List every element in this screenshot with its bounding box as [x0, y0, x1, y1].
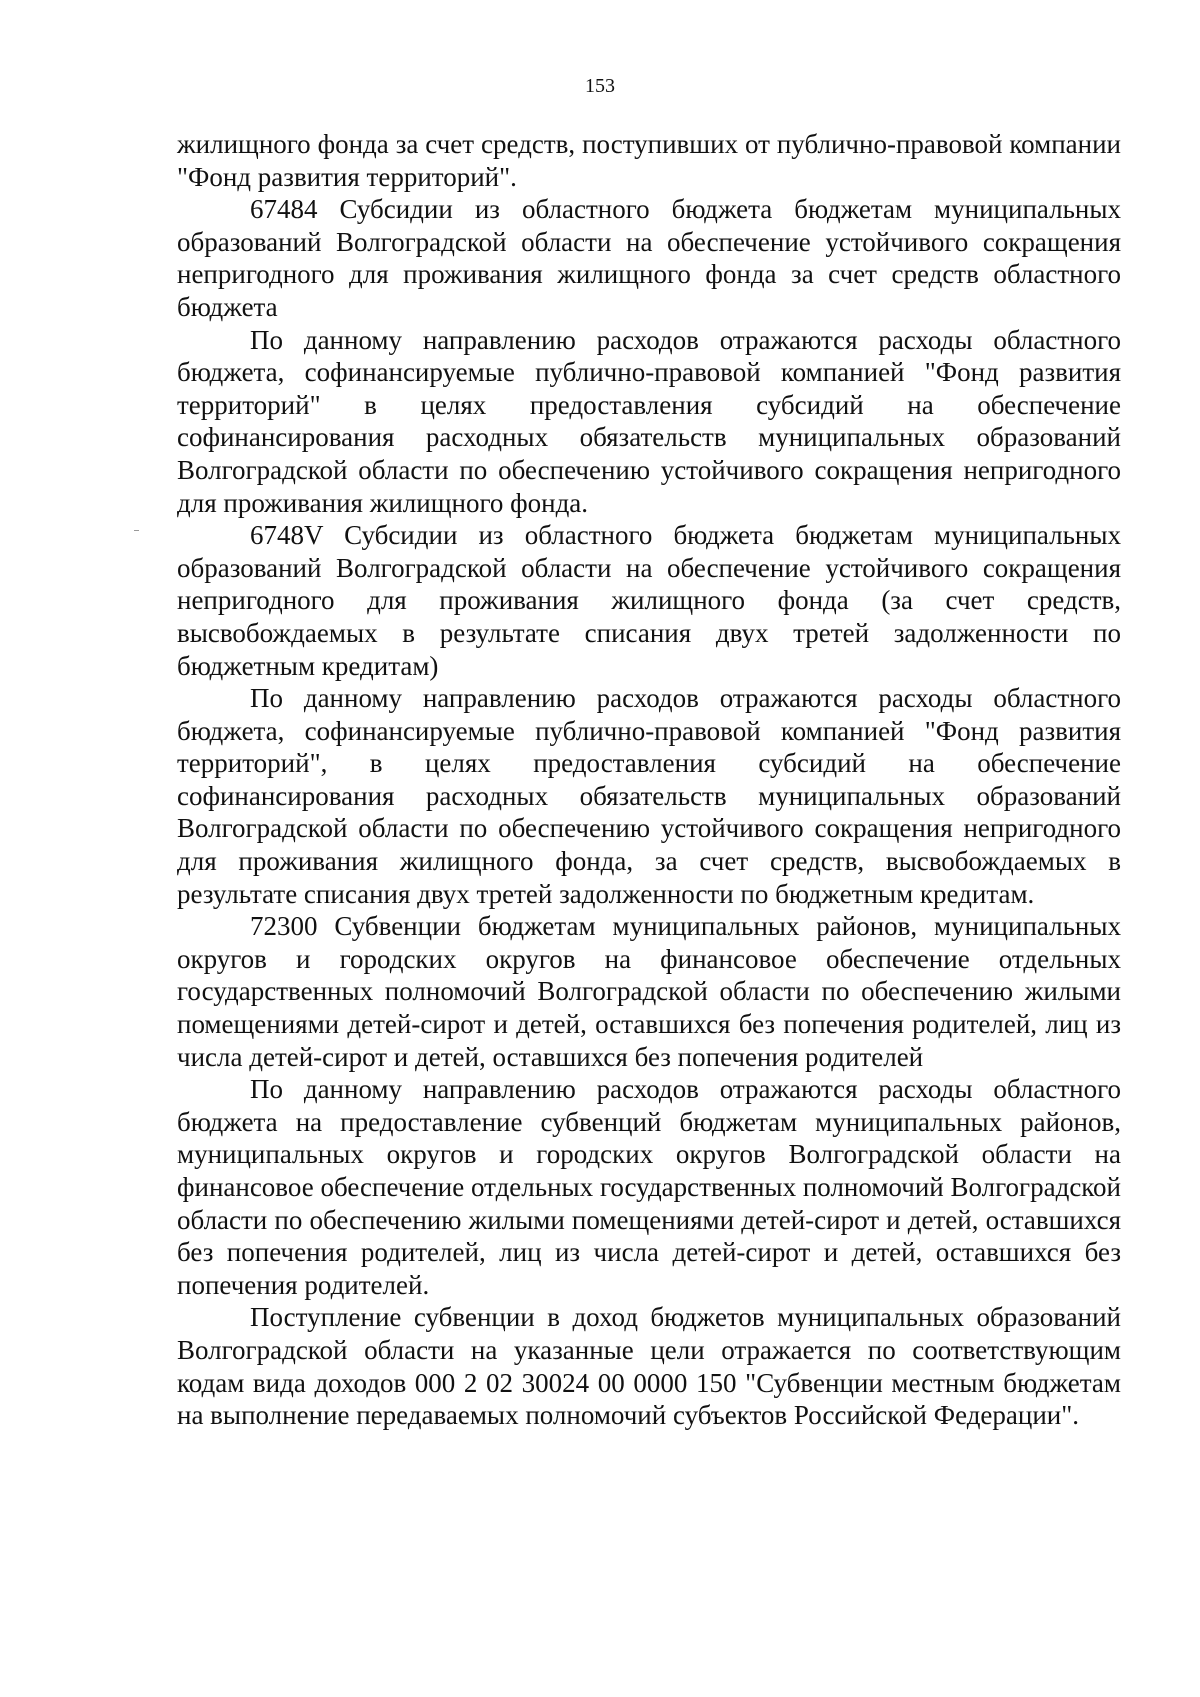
paragraph: По данному направлению расходов отражаются расходы областного бюджета, софинансируемые публично-правовой компанией "Фонд развития территорий" в целях предоставления субсидий на обеспечение софинансирования расходных обязательств муниципальных образований Волгоградской области по обеспечению устойчивого сокращения непригодного для проживания жилищного фонда. [177, 324, 1121, 518]
paragraph: жилищного фонда за счет средств, поступивших от публично-правовой компании "Фонд развития территорий". [177, 129, 1121, 192]
paragraph: 72300 Субвенции бюджетам муниципальных районов, муниципальных округов и городских округов на финансовое обеспечение отдельных государственных полномочий Волгоградской области по обеспечению жилыми помещениями детей-сирот и детей, оставшихся без попечения родителей, лиц из числа детей-сирот и детей, оставшихся без попечения родителей [177, 911, 1121, 1072]
paragraph: Поступление субвенции в доход бюджетов муниципальных образований Волгоградской области на указанные цели отражается по соответствующим кодам вида доходов 000 2 02 30024 00 0000 150 "Субвенции местным бюджетам на выполнение передаваемых полномочий субъектов Российской Федерации". [177, 1302, 1121, 1431]
paragraph: 67484 Субсидии из областного бюджета бюджетам муниципальных образований Волгоградской области на обеспечение устойчивого сокращения непригодного для проживания жилищного фонда за счет средств областного бюджета [177, 194, 1121, 322]
document-body [177, 128, 1121, 1432]
paragraph: 6748V Субсидии из областного бюджета бюджетам муниципальных образований Волгоградской области на обеспечение устойчивого сокращения непригодного для проживания жилищного фонда (за счет средств, высвобождаемых в результате списания двух третей задолженности по бюджетным кредитам) [177, 520, 1121, 681]
page-number: 153 [585, 75, 615, 97]
paragraph: По данному направлению расходов отражаются расходы областного бюджета на предоставление субвенций бюджетам муниципальных районов, муниципальных округов и городских округов Волгоградской области на финансовое обеспечение отдельных государственных полномочий Волгоградской области по обеспечению жилыми помещениями детей-сирот и детей, оставшихся без попечения родителей, лиц из числа детей-сирот и детей, оставшихся без попечения родителей. [177, 1074, 1121, 1300]
margin-mark [134, 530, 139, 531]
paragraph: По данному направлению расходов отражаются расходы областного бюджета, софинансируемые публично-правовой компанией "Фонд развития территорий", в целях предоставления субсидий на обеспечение софинансирования расходных обязательств муниципальных образований Волгоградской области по обеспечению устойчивого сокращения непригодного для проживания жилищного фонда, за счет средств, высвобождаемых в результате списания двух третей задолженности по бюджетным кредитам. [177, 683, 1121, 909]
